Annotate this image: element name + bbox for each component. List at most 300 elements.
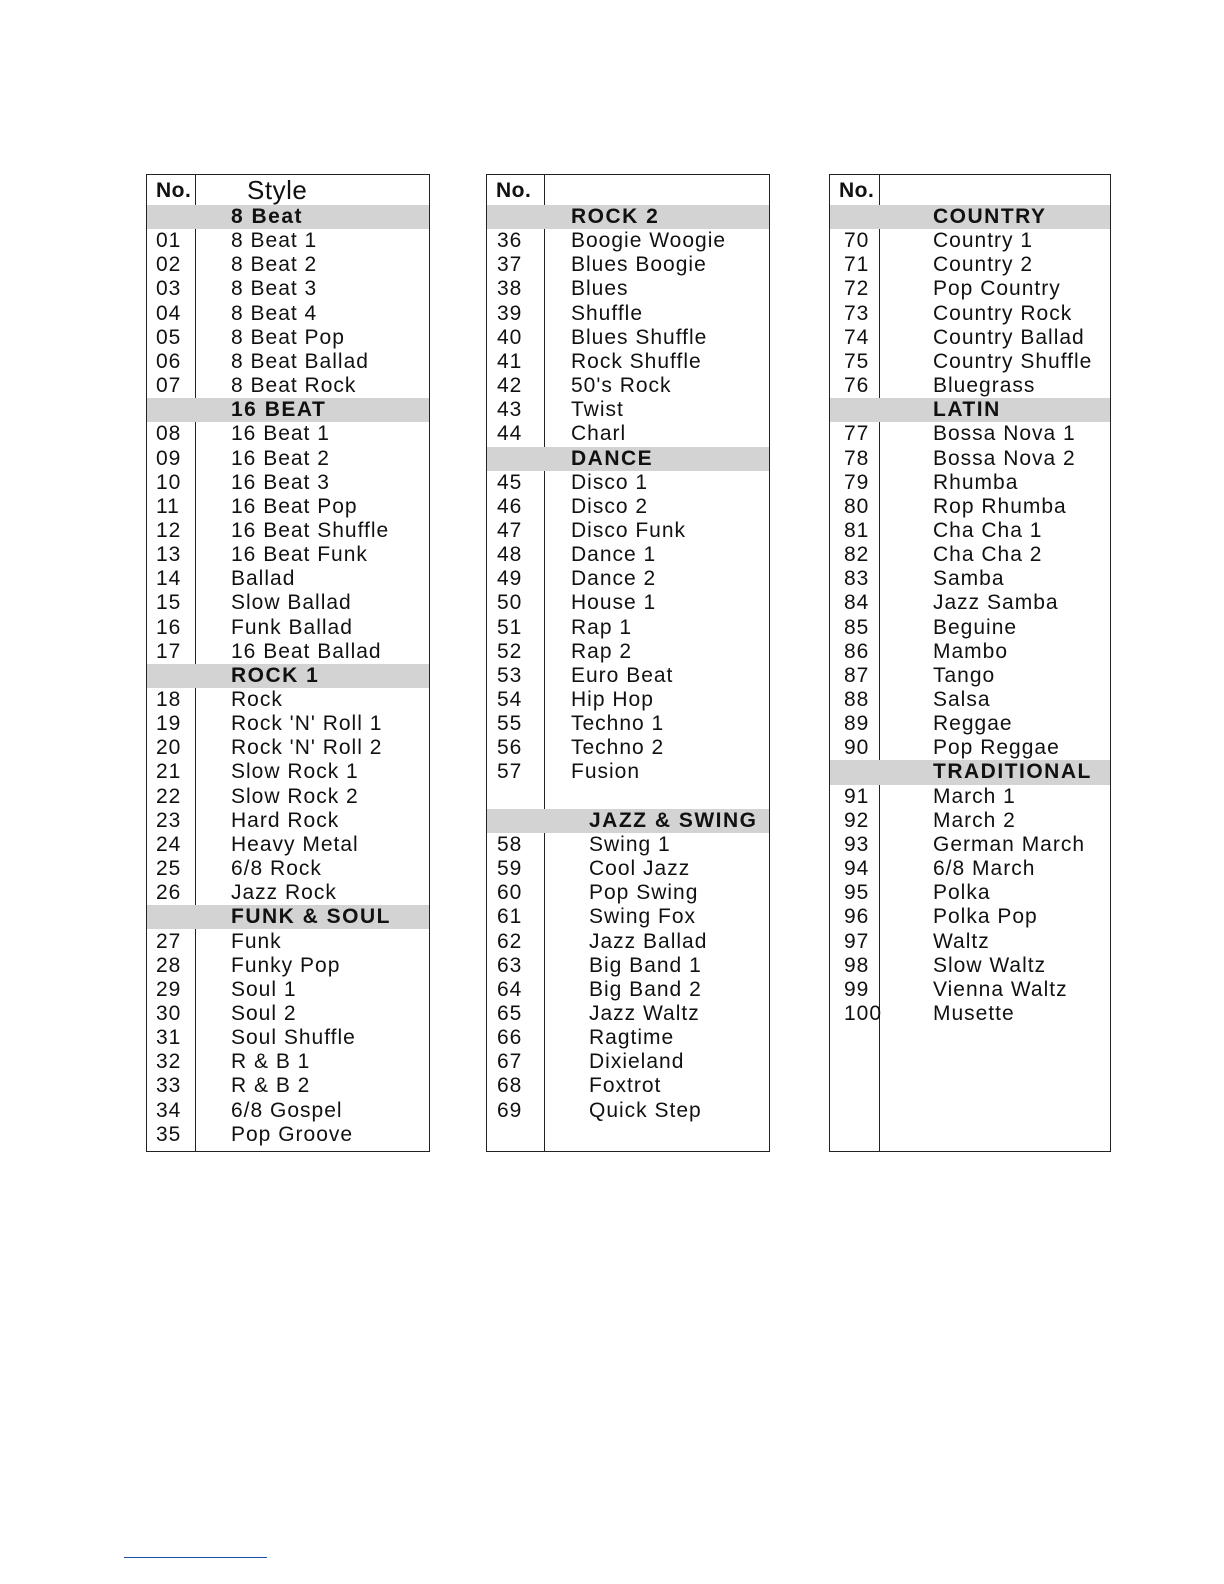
style-number: 68 [497, 1074, 523, 1098]
style-number: 47 [497, 518, 523, 542]
style-name: 16 Beat 1 [231, 422, 330, 446]
style-name: Bossa Nova 1 [933, 422, 1076, 446]
style-name: Polka [933, 881, 991, 905]
style-name: Soul Shuffle [231, 1026, 356, 1050]
table-row [830, 350, 1110, 374]
table-row [487, 664, 769, 688]
style-number: 61 [497, 905, 523, 929]
style-name: Cha Cha 1 [933, 518, 1043, 542]
style-name: Mambo [933, 639, 1009, 663]
table-row [487, 326, 769, 350]
style-number: 90 [844, 736, 870, 760]
style-number: 27 [156, 929, 182, 953]
table-row [147, 809, 429, 833]
style-name: Shuffle [571, 301, 643, 325]
style-number: 14 [156, 567, 182, 591]
style-name: Country Shuffle [933, 349, 1093, 373]
style-name: Country 1 [933, 229, 1034, 253]
style-name: 8 Beat 1 [231, 229, 318, 253]
section-header [830, 205, 1110, 229]
table-row [147, 978, 429, 1002]
style-name: Country Ballad [933, 325, 1085, 349]
section-header [830, 398, 1110, 422]
style-number: 35 [156, 1122, 182, 1146]
table-row [487, 519, 769, 543]
style-name: Jazz Samba [933, 591, 1059, 615]
style-number: 15 [156, 591, 182, 615]
section-title: FUNK & SOUL [231, 905, 391, 929]
style-number: 85 [844, 615, 870, 639]
no-column-header: No. [496, 179, 532, 202]
table-row [147, 591, 429, 615]
table-row [487, 567, 769, 591]
style-number: 81 [844, 518, 870, 542]
style-name: Country Rock [933, 301, 1073, 325]
style-number: 57 [497, 760, 523, 784]
table-row [830, 302, 1110, 326]
style-number: 64 [497, 977, 523, 1001]
style-number: 38 [497, 277, 523, 301]
style-number: 93 [844, 832, 870, 856]
style-number: 21 [156, 760, 182, 784]
style-name: Rock 'N' Roll 2 [231, 736, 383, 760]
section-title: 16 BEAT [231, 398, 327, 422]
table-row [830, 978, 1110, 1002]
table-row [487, 1099, 769, 1123]
style-name: 16 Beat Ballad [231, 639, 382, 663]
section-title: DANCE [571, 446, 654, 470]
style-name: Soul 1 [231, 977, 297, 1001]
table-row [830, 543, 1110, 567]
style-number: 59 [497, 857, 523, 880]
style-number: 02 [156, 253, 182, 277]
style-name: Tango [933, 663, 996, 687]
style-name: Big Band 2 [589, 977, 702, 1001]
style-number: 18 [156, 688, 182, 711]
style-name: Soul 2 [231, 1001, 297, 1025]
style-number: 83 [844, 567, 870, 591]
table-row [830, 471, 1110, 495]
table-row [487, 1074, 769, 1098]
table-row [147, 471, 429, 495]
style-name: Pop Reggae [933, 736, 1060, 760]
style-name: Swing Fox [589, 905, 697, 929]
style-name: Ballad [231, 567, 296, 591]
style-name: Jazz Ballad [589, 929, 708, 953]
style-name: Rock Shuffle [571, 349, 702, 373]
style-name: Foxtrot [589, 1074, 662, 1098]
table-row [487, 302, 769, 326]
style-number: 79 [844, 470, 870, 494]
style-number: 50 [497, 591, 523, 615]
style-number: 20 [156, 736, 182, 760]
section-header [830, 760, 1110, 784]
table-row [830, 688, 1110, 712]
style-number: 29 [156, 977, 182, 1001]
table-row [147, 616, 429, 640]
style-name: Blues [571, 277, 629, 301]
style-number: 52 [497, 639, 523, 663]
table-row [147, 640, 429, 664]
style-name: Dance 2 [571, 567, 657, 591]
style-number: 32 [156, 1050, 182, 1074]
table-row [487, 736, 769, 760]
style-number: 42 [497, 374, 523, 398]
table-row [487, 905, 769, 929]
style-name: R & B 2 [231, 1074, 311, 1098]
style-name: Rop Rhumba [933, 494, 1067, 518]
style-number: 53 [497, 663, 523, 687]
style-number: 03 [156, 277, 182, 301]
table-row [830, 422, 1110, 446]
table-row [147, 1099, 429, 1123]
table-row [487, 543, 769, 567]
style-number: 70 [844, 229, 870, 253]
section-header [487, 809, 769, 833]
table-row [487, 833, 769, 857]
table-row [487, 1026, 769, 1050]
style-number: 63 [497, 953, 523, 977]
table-row [830, 374, 1110, 398]
style-name: Slow Rock 1 [231, 760, 359, 784]
style-name: 8 Beat Ballad [231, 349, 369, 373]
style-name: Blues Boogie [571, 253, 707, 277]
style-number: 44 [497, 422, 523, 446]
style-number: 01 [156, 229, 182, 253]
style-number: 04 [156, 301, 182, 325]
style-name: 16 Beat 2 [231, 446, 330, 470]
style-name: Heavy Metal [231, 832, 359, 856]
style-number: 39 [497, 301, 523, 325]
style-name: Techno 1 [571, 712, 665, 736]
style-number: 56 [497, 736, 523, 760]
table-row [487, 471, 769, 495]
style-number: 09 [156, 446, 182, 470]
table-row [147, 374, 429, 398]
style-name: Rap 1 [571, 615, 633, 639]
table-row [487, 374, 769, 398]
style-number: 16 [156, 615, 182, 639]
style-number: 49 [497, 567, 523, 591]
table-row [830, 905, 1110, 929]
table-row [147, 857, 429, 881]
style-number: 24 [156, 832, 182, 856]
table-row [487, 229, 769, 253]
style-number: 76 [844, 374, 870, 398]
style-number: 46 [497, 494, 523, 518]
style-table-2 [486, 174, 770, 1152]
style-name: Rock 'N' Roll 1 [231, 712, 383, 736]
style-name: Quick Step [589, 1098, 702, 1122]
style-number: 41 [497, 349, 523, 373]
style-name: Dixieland [589, 1050, 685, 1074]
style-name: 16 Beat Funk [231, 543, 368, 567]
style-number: 71 [844, 253, 870, 277]
style-name: Fusion [571, 760, 641, 784]
table-row [147, 495, 429, 519]
table-row [830, 495, 1110, 519]
section-title: TRADITIONAL [933, 760, 1092, 784]
style-number: 40 [497, 325, 523, 349]
style-name: Slow Waltz [933, 953, 1047, 977]
style-number: 91 [844, 784, 870, 808]
table-row [147, 712, 429, 736]
table-row [487, 978, 769, 1002]
table-row [487, 495, 769, 519]
table-row [147, 1026, 429, 1050]
style-name: March 1 [933, 784, 1016, 808]
section-header [487, 447, 769, 471]
style-number: 54 [497, 688, 523, 711]
style-name: R & B 1 [231, 1050, 311, 1074]
style-name: Salsa [933, 688, 991, 711]
table-row [830, 447, 1110, 471]
style-number: 17 [156, 639, 182, 663]
section-header [147, 398, 429, 422]
table-row [487, 1002, 769, 1026]
style-number: 58 [497, 832, 523, 856]
table-row [147, 1074, 429, 1098]
table-row [487, 688, 769, 712]
style-name: Bluegrass [933, 374, 1036, 398]
style-number: 10 [156, 470, 182, 494]
style-number: 73 [844, 301, 870, 325]
style-number: 96 [844, 905, 870, 929]
style-number: 62 [497, 929, 523, 953]
style-number: 80 [844, 494, 870, 518]
style-number: 100 [844, 1001, 883, 1025]
table-row [147, 277, 429, 301]
table-row [830, 519, 1110, 543]
style-name: Beguine [933, 615, 1018, 639]
style-name: Ragtime [589, 1026, 675, 1050]
table-row [487, 350, 769, 374]
style-name: Rock [231, 688, 283, 711]
table-row [147, 688, 429, 712]
style-name: 8 Beat 2 [231, 253, 318, 277]
style-name: Musette [933, 1001, 1015, 1025]
style-number: 72 [844, 277, 870, 301]
style-number: 07 [156, 374, 182, 398]
section-title: ROCK 2 [571, 205, 660, 228]
style-number: 87 [844, 663, 870, 687]
no-column-header: No. [839, 179, 875, 202]
style-name: Vienna Waltz [933, 977, 1068, 1001]
table-row [147, 253, 429, 277]
style-name: 16 Beat Shuffle [231, 518, 390, 542]
table-row [147, 833, 429, 857]
table-row [487, 954, 769, 978]
style-column-header: Style [247, 175, 308, 205]
style-name: Samba [933, 567, 1005, 591]
section-header [147, 664, 429, 688]
table-row [147, 736, 429, 760]
table-row [147, 543, 429, 567]
style-name: Pop Country [933, 277, 1061, 301]
style-name: 50's Rock [571, 374, 672, 398]
style-name: Charl [571, 422, 627, 446]
style-number: 66 [497, 1026, 523, 1050]
style-name: Funk [231, 929, 282, 953]
style-number: 30 [156, 1001, 182, 1025]
table-row [147, 785, 429, 809]
style-name: 8 Beat Rock [231, 374, 357, 398]
style-name: 16 Beat Pop [231, 494, 358, 518]
table-row [830, 930, 1110, 954]
style-number: 13 [156, 543, 182, 567]
style-name: Jazz Waltz [589, 1001, 700, 1025]
style-name: Disco 1 [571, 470, 649, 494]
style-number: 77 [844, 422, 870, 446]
footer-rule [124, 1557, 267, 1558]
style-number: 82 [844, 543, 870, 567]
table-row [487, 616, 769, 640]
table-row [487, 1050, 769, 1074]
style-name: Hip Hop [571, 688, 654, 711]
style-number: 94 [844, 857, 870, 880]
style-number: 99 [844, 977, 870, 1001]
table-row [830, 736, 1110, 760]
table-row [147, 1002, 429, 1026]
table-row [147, 519, 429, 543]
style-name: Disco Funk [571, 518, 687, 542]
style-number: 33 [156, 1074, 182, 1098]
style-number: 69 [497, 1098, 523, 1122]
style-number: 45 [497, 470, 523, 494]
table-row [830, 616, 1110, 640]
style-name: Big Band 1 [589, 953, 702, 977]
table-row [487, 398, 769, 422]
style-table-3 [829, 174, 1111, 1152]
table-row [487, 591, 769, 615]
style-number: 11 [156, 494, 180, 518]
section-header [487, 205, 769, 229]
style-number: 36 [497, 229, 523, 253]
style-name: 6/8 March [933, 857, 1036, 880]
style-name: 8 Beat 4 [231, 301, 318, 325]
style-number: 86 [844, 639, 870, 663]
style-number: 06 [156, 349, 182, 373]
style-number: 78 [844, 446, 870, 470]
table-row [830, 277, 1110, 301]
style-name: House 1 [571, 591, 657, 615]
style-number: 67 [497, 1050, 523, 1074]
table-row [147, 422, 429, 446]
style-name: Cha Cha 2 [933, 543, 1043, 567]
no-column-header: No. [156, 179, 192, 202]
style-name: Blues Shuffle [571, 325, 708, 349]
style-number: 28 [156, 953, 182, 977]
table-row [147, 881, 429, 905]
style-number: 31 [156, 1026, 182, 1050]
table-row [147, 954, 429, 978]
table-row [487, 640, 769, 664]
table-row [147, 1123, 429, 1147]
table-row [830, 954, 1110, 978]
section-title: LATIN [933, 398, 1001, 422]
table-row [147, 350, 429, 374]
table-row [830, 833, 1110, 857]
style-name: Slow Rock 2 [231, 784, 359, 808]
table-row [830, 253, 1110, 277]
style-number: 19 [156, 712, 182, 736]
style-name: Pop Groove [231, 1122, 354, 1146]
table-row [830, 591, 1110, 615]
table-row [830, 809, 1110, 833]
style-name: Hard Rock [231, 808, 340, 832]
style-number: 98 [844, 953, 870, 977]
section-title: 8 Beat [231, 205, 304, 228]
style-name: Euro Beat [571, 663, 674, 687]
style-number: 37 [497, 253, 523, 277]
style-number: 51 [497, 615, 523, 639]
style-number: 05 [156, 325, 182, 349]
section-header [147, 905, 429, 929]
style-name: Cool Jazz [589, 857, 691, 880]
table-row [147, 447, 429, 471]
style-name: Funk Ballad [231, 615, 353, 639]
style-name: Disco 2 [571, 494, 649, 518]
table-row [147, 326, 429, 350]
style-number: 26 [156, 881, 182, 905]
style-name: 8 Beat 3 [231, 277, 318, 301]
table-row [830, 857, 1110, 881]
table-row [487, 760, 769, 784]
table-row [147, 930, 429, 954]
style-number: 60 [497, 881, 523, 905]
style-name: Rhumba [933, 470, 1019, 494]
style-number: 43 [497, 398, 523, 422]
style-name: Slow Ballad [231, 591, 352, 615]
table-row [147, 760, 429, 784]
style-table-1 [146, 174, 430, 1152]
style-number: 89 [844, 712, 870, 736]
table-row [487, 422, 769, 446]
style-name: Pop Swing [589, 881, 699, 905]
table-row [487, 712, 769, 736]
table-row [830, 881, 1110, 905]
style-name: Country 2 [933, 253, 1034, 277]
style-name: Dance 1 [571, 543, 657, 567]
style-name: Waltz [933, 929, 990, 953]
table-row [487, 857, 769, 881]
style-number: 74 [844, 325, 870, 349]
style-name: Jazz Rock [231, 881, 337, 905]
style-name: Reggae [933, 712, 1013, 736]
section-header [147, 205, 429, 229]
table-row [830, 664, 1110, 688]
style-number: 25 [156, 857, 182, 880]
style-number: 88 [844, 688, 870, 711]
style-number: 92 [844, 808, 870, 832]
style-number: 08 [156, 422, 182, 446]
style-name: Swing 1 [589, 832, 671, 856]
table-row [487, 881, 769, 905]
style-name: 16 Beat 3 [231, 470, 330, 494]
section-title: COUNTRY [933, 205, 1047, 228]
table-row [147, 302, 429, 326]
table-row [147, 1050, 429, 1074]
style-number: 84 [844, 591, 870, 615]
table-row [147, 229, 429, 253]
style-number: 75 [844, 349, 870, 373]
style-number: 95 [844, 881, 870, 905]
style-number: 23 [156, 808, 182, 832]
table-row [830, 1002, 1110, 1026]
table-row [487, 277, 769, 301]
style-name: Boogie Woogie [571, 229, 727, 253]
style-name: German March [933, 832, 1086, 856]
